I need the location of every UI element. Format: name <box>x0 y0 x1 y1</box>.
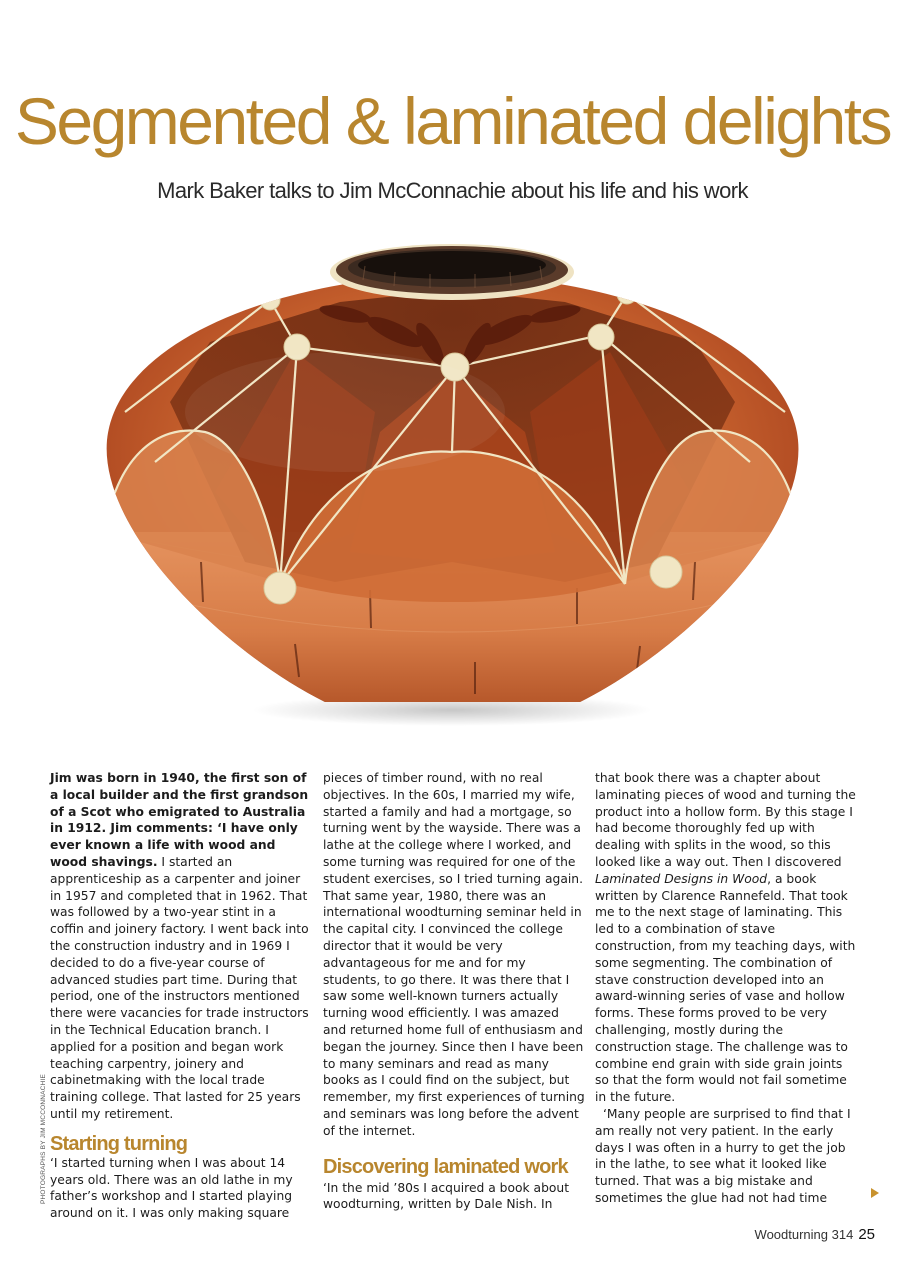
body-paragraph: ‘In the mid ’80s I acquired a book about woodturning, written by Dale Nish. In <box>323 1180 570 1212</box>
body-text: that book there was a chapter about laminating pieces of wood and turning the product into a hollow form. By this stage I had become thoroughly fed up with dealing with splits in the wood, so this looked like a way out. Then I discovered <box>595 771 856 869</box>
body-paragraph <box>595 770 857 1106</box>
body-paragraph: I started an apprenticeship as a carpenter and joiner in 1957 and completed that in 1962. That was followed by a two-year stint in a coffin and joinery factory. I went back into the construction industry and in 1969 I decided to do a five-year course of advanced studies part time. During that period, one of the instructors mentioned there were vacancies for trade instructors in the Technical Education branch. I applied for a position and began work teaching carpentry, joinery and cabinetmaking with the local trade training college. That lasted for 25 years until my retirement. <box>50 854 309 1121</box>
section-heading-discovering-laminated-work: Discovering laminated work <box>323 1155 568 1178</box>
section-heading-starting-turning: Starting turning <box>50 1132 188 1155</box>
article-column-2 <box>323 770 585 1213</box>
article-column-3 <box>595 770 857 1207</box>
page-number: 25 <box>858 1226 875 1243</box>
body-paragraph: ‘Many people are surprised to find that I am really not very patient. In the early days I was often in a hurry to get the job in the lathe, to see what it looked like turned. That was a big mistake and sometimes the glue had not had time <box>595 1106 851 1205</box>
photo-credit: PHOTOGRAPHS BY JIM MCCONNACHIE <box>40 1074 47 1204</box>
article-title: Segmented & laminated delights <box>14 84 891 158</box>
wood-vessel-photo <box>95 232 810 732</box>
article-column-1 <box>50 770 312 1222</box>
body-paragraph: pieces of timber round, with no real objectives. In the 60s, I married my wife, started a family and had a mortgage, so turning went by the wayside. There was a lathe at the college where I worked, and some turning was required for one of the student exercises, so I tried turning again. That same year, 1980, there was an international woodturning seminar held in the capital city. I convinced the college director that it would be very advantageous for me and for my students, to go there. It was there that I saw some well-known turners actually turning wood efficiently. I was amazed and returned home full of enthusiasm and began the journey. Since then I have been to many seminars and read as many books as I could find on the subject, but remember, my first experiences of turning and seminars was long before the advent of the internet. <box>323 771 585 1138</box>
book-title: Laminated Designs in Wood <box>595 871 768 886</box>
triangle-right-icon <box>871 1188 879 1198</box>
magazine-issue: Woodturning 314 <box>754 1227 854 1242</box>
body-text: , a book written by Clarence Rannefeld. That took me to the next stage of laminating. This led to a combination of stave construction, from my teaching days, with some segmenting. The combination of stave construction developed into an award-winning series of vase and hollow forms. These forms proved to be very challenging, mostly during the construction stage. The challenge was to combine end grain with side grain joints so that the form would not fail sometime in the future. <box>595 871 856 1105</box>
body-paragraph: ‘I started turning when I was about 14 years old. There was an old lathe in my father’s workshop and I started playing around on it. I was only making square <box>50 1155 293 1221</box>
article-subtitle: Mark Baker talks to Jim McConnachie about his life and his work <box>157 178 748 203</box>
intro-paragraph: Jim was born in 1940, the first son of a local builder and the first grandson of a Scot who emigrated to Australia in 1912. Jim comments: ‘I have only ever known a life with wood and wood shavings. <box>50 771 309 869</box>
page-footer <box>755 1226 875 1243</box>
